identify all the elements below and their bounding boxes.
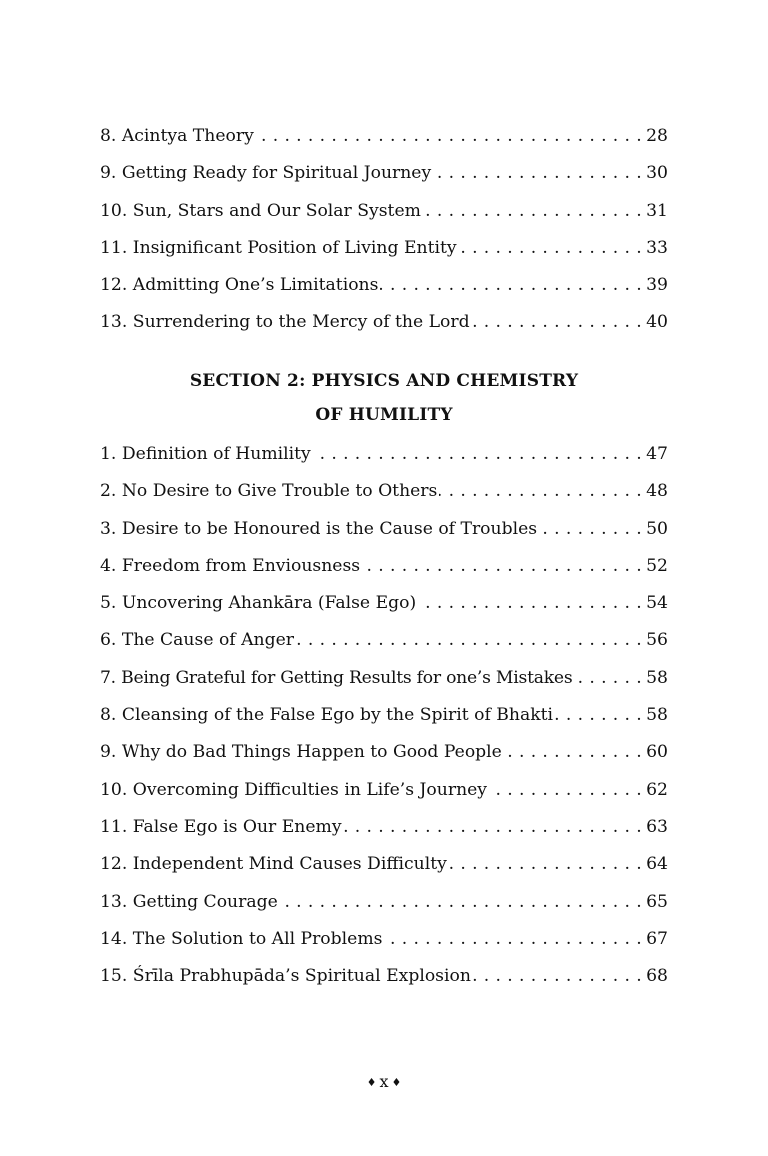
toc-leader-dots (313, 436, 646, 473)
toc-entry-page: 54 (646, 593, 668, 614)
toc-entry[interactable] (100, 118, 668, 155)
toc-entry-title: 8. Acintya Theory (100, 126, 254, 146)
toc-entry[interactable] (100, 436, 668, 473)
toc-entry[interactable] (100, 772, 668, 809)
toc-entry-title: 15. Śrīla Prabhupāda’s Spiritual Explosion (100, 966, 471, 987)
toc-entry-title: 12. Independent Mind Causes Difficulty (100, 854, 447, 875)
toc-entry-page: 63 (646, 816, 668, 837)
toc-leader-dots (423, 193, 646, 230)
toc-list-section-1-continued (100, 118, 668, 342)
toc-entry-title: 13. Getting Courage (100, 891, 278, 912)
diamond-ornament-icon: ♦ (391, 1075, 402, 1089)
toc-entry-page: 48 (646, 481, 668, 502)
toc-leader-dots (539, 511, 646, 548)
toc-entry-page: 50 (646, 518, 668, 539)
toc-entry[interactable] (100, 697, 668, 734)
toc-leader-dots (439, 473, 646, 510)
toc-leader-dots (380, 267, 646, 304)
toc-entry[interactable] (100, 884, 668, 921)
toc-entry-title: 9. Why do Bad Things Happen to Good People (100, 742, 502, 763)
toc-entry[interactable] (100, 548, 668, 585)
toc-entry-page: 58 (646, 705, 668, 726)
toc-leader-dots (296, 622, 646, 659)
toc-entry-page: 56 (646, 630, 668, 651)
toc-entry-page: 40 (646, 312, 668, 333)
toc-entry-page: 62 (646, 779, 668, 800)
toc-entry-page: 30 (646, 163, 668, 184)
page-folio (0, 1072, 768, 1093)
toc-entry[interactable] (100, 660, 668, 697)
section-2-heading (100, 364, 668, 432)
toc-entry-title: 8. Cleansing of the False Ego by the Spirit of Bhakti (100, 705, 554, 726)
toc-entry-title: 3. Desire to be Honoured is the Cause of Troubles (100, 518, 538, 539)
toc-leader-dots (418, 585, 646, 622)
toc-entry-page: 28 (646, 126, 668, 146)
toc-entry-title: 5. Uncovering Ahankāra (False Ego) (100, 593, 417, 614)
toc-entry-title: 12. Admitting One’s Limitations (100, 275, 379, 296)
toc-leader-dots (555, 697, 646, 734)
toc-leader-dots (433, 155, 646, 192)
toc-leader-dots (256, 118, 646, 155)
toc-leader-dots (473, 958, 646, 995)
toc-leader-dots (459, 230, 647, 267)
toc-entry-title: 10. Overcoming Difficulties in Life’s Journey (100, 779, 488, 800)
toc-entry[interactable] (100, 846, 668, 883)
toc-entry[interactable] (100, 193, 668, 230)
toc-leader-dots (362, 548, 646, 585)
section-heading-line-1: SECTION 2: PHYSICS AND CHEMISTRY (189, 371, 579, 391)
toc-entry-title: 6. The Cause of Anger (100, 630, 294, 651)
toc-entry-page: 67 (646, 928, 668, 949)
toc-leader-dots (489, 772, 646, 809)
toc-entry-page: 65 (646, 891, 668, 912)
toc-entry[interactable] (100, 585, 668, 622)
toc-entry-title: 2. No Desire to Give Trouble to Others (100, 481, 438, 502)
toc-entry-page: 47 (646, 444, 668, 464)
toc-leader-dots (280, 884, 646, 921)
toc-leader-dots (574, 660, 646, 697)
toc-entry[interactable] (100, 958, 668, 995)
toc-entry[interactable] (100, 921, 668, 958)
toc-entry[interactable] (100, 230, 668, 267)
page-number: x (379, 1072, 389, 1091)
toc-entry-title: 14. The Solution to All Problems (100, 928, 383, 949)
toc-entry-page: 58 (646, 667, 668, 688)
toc-entry[interactable] (100, 473, 668, 510)
toc-leader-dots (472, 304, 647, 341)
toc-entry-page: 60 (646, 742, 668, 763)
toc-entry[interactable] (100, 809, 668, 846)
toc-leader-dots (449, 846, 646, 883)
toc-entry[interactable] (100, 622, 668, 659)
toc-entry-title: 11. False Ego is Our Enemy (100, 816, 342, 837)
toc-entry-page: 31 (646, 200, 668, 221)
toc-entry-title: 9. Getting Ready for Spiritual Journey (100, 163, 432, 184)
toc-leader-dots (504, 734, 646, 771)
toc-entry-title: 13. Surrendering to the Mercy of the Lord (100, 312, 470, 333)
toc-entry-title: 7. Being Grateful for Getting Results for one’s Mistakes (100, 667, 573, 688)
toc-entry-page: 68 (646, 966, 668, 987)
toc-entry-title: 1. Definition of Humility (100, 444, 311, 464)
toc-entry-title: 10. Sun, Stars and Our Solar System (100, 200, 421, 221)
diamond-ornament-icon: ♦ (366, 1075, 377, 1089)
toc-entry-title: 4. Freedom from Enviousness (100, 555, 361, 576)
section-heading-line-2: OF HUMILITY (315, 405, 453, 425)
toc-entry-page: 39 (646, 275, 668, 296)
toc-leader-dots (384, 921, 646, 958)
toc-entry[interactable] (100, 304, 668, 341)
toc-leader-dots (344, 809, 647, 846)
toc-entry[interactable] (100, 155, 668, 192)
toc-entry[interactable] (100, 734, 668, 771)
toc-entry-page: 52 (646, 555, 668, 576)
toc-entry[interactable] (100, 267, 668, 304)
toc-entry[interactable] (100, 511, 668, 548)
toc-list-section-2 (100, 436, 668, 995)
toc-entry-page: 33 (646, 237, 668, 258)
toc-entry-title: 11. Insignificant Position of Living Entity (100, 237, 457, 258)
toc-entry-page: 64 (646, 854, 668, 875)
